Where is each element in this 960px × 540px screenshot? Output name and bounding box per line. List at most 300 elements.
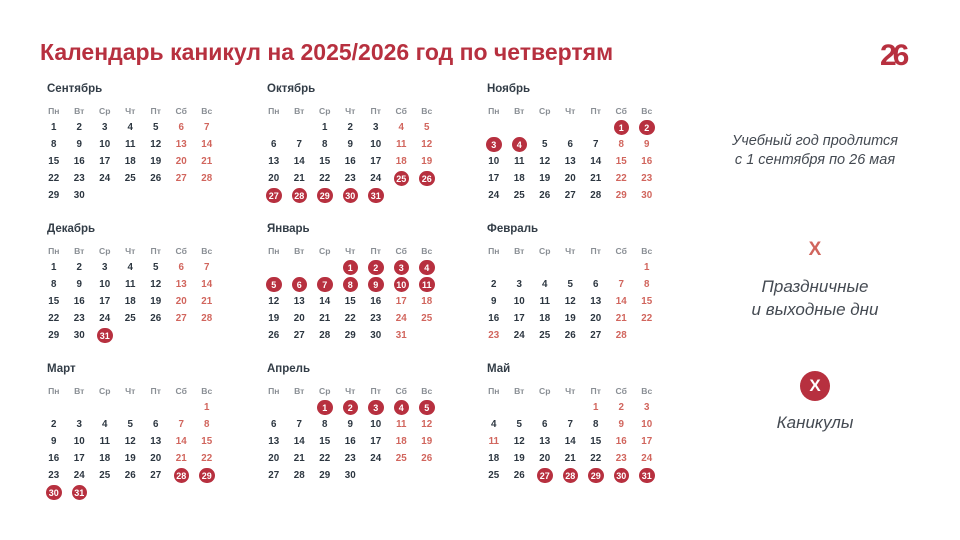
school-day: 16	[73, 156, 85, 167]
weekday-header: Сб	[175, 105, 187, 116]
weekday-header: Пт	[150, 105, 161, 116]
school-day: 22	[344, 313, 356, 324]
empty-cell	[558, 399, 584, 416]
month-grid	[41, 242, 247, 344]
vacation-day	[507, 136, 533, 153]
vacation-day	[194, 467, 220, 484]
holiday-day: 2	[618, 402, 624, 413]
holiday-day: 7	[204, 262, 210, 273]
empty-cell	[507, 119, 533, 136]
holiday-day: 21	[201, 156, 213, 167]
holiday-day: 9	[618, 419, 624, 430]
holiday-day: 30	[641, 190, 653, 201]
weekday-header: Сб	[395, 385, 407, 396]
school-day: 27	[564, 190, 576, 201]
school-day: 10	[73, 436, 85, 447]
school-day: 12	[564, 296, 576, 307]
holiday-day: 26	[421, 453, 433, 464]
empty-cell	[261, 399, 287, 416]
vacation-legend-label: Каникулы	[776, 413, 854, 432]
school-day: 15	[319, 156, 331, 167]
holiday-day: 6	[178, 262, 184, 273]
month-name: Ноябрь	[487, 83, 531, 95]
empty-cell	[558, 119, 584, 136]
school-day: 22	[590, 453, 602, 464]
school-day: 23	[370, 313, 382, 324]
holiday-day: 25	[421, 313, 433, 324]
vacation-day-marker: 28	[563, 468, 579, 484]
weekday-header: Вс	[421, 105, 433, 116]
holiday-day: 22	[641, 313, 653, 324]
holiday-day: 28	[615, 330, 627, 341]
vacation-day-marker: 4	[394, 400, 410, 416]
empty-cell	[261, 259, 287, 276]
vacation-day	[532, 467, 558, 484]
weekday-header: Пн	[268, 385, 280, 396]
school-day: 1	[51, 262, 57, 273]
holiday-day: 18	[395, 436, 407, 447]
holiday-day: 15	[201, 436, 213, 447]
vacation-day-marker: 1	[614, 120, 630, 136]
empty-cell	[169, 399, 195, 416]
month-name: Апрель	[267, 363, 311, 375]
school-day: 20	[150, 453, 162, 464]
school-day: 7	[296, 139, 302, 150]
school-day: 3	[373, 122, 379, 133]
school-day: 25	[539, 330, 551, 341]
holiday-day: 4	[398, 122, 404, 133]
vacation-day	[583, 467, 609, 484]
vacation-day-marker: 30	[614, 468, 630, 484]
weekday-header: Сб	[395, 105, 407, 116]
school-day: 21	[319, 313, 331, 324]
empty-cell	[532, 399, 558, 416]
school-day: 4	[491, 419, 497, 430]
school-day: 22	[319, 173, 331, 184]
school-day: 26	[564, 330, 576, 341]
weekday-header: Вс	[201, 245, 213, 256]
weekday-header: Сб	[615, 245, 627, 256]
school-day: 9	[347, 419, 353, 430]
school-day: 11	[125, 279, 136, 290]
school-day: 30	[73, 190, 85, 201]
vacation-day	[312, 276, 338, 293]
month	[267, 359, 467, 484]
vacation-day	[389, 170, 415, 187]
holiday-day: 20	[175, 296, 187, 307]
weekday-header: Сб	[175, 385, 187, 396]
school-day: 24	[73, 470, 85, 481]
school-day: 5	[516, 419, 522, 430]
school-day: 16	[344, 436, 356, 447]
school-day: 28	[319, 330, 331, 341]
weekday-header: Пн	[268, 105, 280, 116]
school-day: 13	[268, 436, 280, 447]
holiday-day: 25	[395, 453, 407, 464]
school-day: 15	[48, 296, 60, 307]
weekday-header: Вт	[294, 385, 305, 396]
school-day: 24	[513, 330, 525, 341]
weekday-header: Чт	[565, 105, 576, 116]
school-year-note	[700, 132, 930, 170]
empty-cell	[287, 259, 313, 276]
school-day: 19	[564, 313, 576, 324]
school-day: 5	[567, 279, 573, 290]
school-day: 19	[124, 453, 136, 464]
weekday-header: Вс	[201, 105, 213, 116]
vacation-day-marker: 31	[97, 328, 113, 344]
month-grid	[41, 102, 247, 204]
school-day: 6	[593, 279, 599, 290]
weekday-header: Чт	[125, 385, 136, 396]
holiday-day: 12	[421, 139, 433, 150]
weekday-header: Сб	[175, 245, 187, 256]
holiday-day: 23	[488, 330, 500, 341]
school-day: 9	[491, 296, 497, 307]
school-day: 17	[99, 296, 111, 307]
empty-cell	[287, 399, 313, 416]
vacation-day	[41, 484, 67, 501]
holiday-legend-line-2: и выходные дни	[751, 300, 879, 319]
school-day: 13	[293, 296, 305, 307]
month-name: Январь	[267, 223, 310, 235]
weekday-header: Ср	[319, 245, 331, 256]
weekday-header: Чт	[345, 105, 356, 116]
school-day: 3	[102, 262, 108, 273]
school-day: 13	[150, 436, 162, 447]
school-day: 3	[516, 279, 522, 290]
vacation-day-marker: 10	[394, 277, 410, 293]
empty-cell	[558, 259, 584, 276]
school-day: 20	[590, 313, 602, 324]
weekday-header: Пн	[48, 385, 60, 396]
vacation-day	[338, 276, 364, 293]
vacation-day-marker: 28	[292, 188, 308, 204]
school-day: 15	[48, 156, 60, 167]
school-day: 10	[370, 139, 382, 150]
holiday-day: 18	[421, 296, 433, 307]
weekday-header: Вт	[74, 105, 85, 116]
weekday-header: Вт	[514, 245, 525, 256]
vacation-day	[169, 467, 195, 484]
school-day: 26	[150, 313, 162, 324]
school-day: 22	[319, 453, 331, 464]
weekday-header: Вс	[421, 245, 433, 256]
vacation-day	[414, 170, 440, 187]
holiday-day: 10	[641, 419, 653, 430]
holiday-day: 15	[641, 296, 653, 307]
school-day: 30	[370, 330, 382, 341]
weekday-header: Вт	[514, 105, 525, 116]
note-line-2: с 1 сентября по 26 мая	[734, 152, 896, 168]
school-day: 6	[567, 139, 573, 150]
holiday-day: 1	[204, 402, 210, 413]
vacation-day-marker: 3	[486, 137, 502, 153]
month	[487, 79, 687, 204]
school-day: 3	[76, 419, 82, 430]
holiday-day: 14	[201, 139, 213, 150]
weekday-header: Вт	[294, 245, 305, 256]
school-day: 21	[293, 173, 305, 184]
school-day: 18	[488, 453, 500, 464]
weekday-header: Пн	[268, 245, 280, 256]
school-day: 6	[153, 419, 159, 430]
school-day: 19	[150, 296, 162, 307]
vacation-day	[363, 259, 389, 276]
holiday-day: 13	[175, 139, 187, 150]
vacation-day	[481, 136, 507, 153]
month	[47, 359, 247, 501]
month	[47, 219, 247, 344]
school-day: 19	[150, 156, 162, 167]
empty-cell	[143, 399, 169, 416]
weekday-header: Ср	[539, 245, 551, 256]
vacation-day	[363, 399, 389, 416]
school-day: 6	[271, 139, 277, 150]
month-grid	[481, 102, 687, 204]
school-day: 28	[590, 190, 602, 201]
month	[267, 219, 467, 344]
holiday-day: 12	[421, 419, 433, 430]
holiday-day: 6	[178, 122, 184, 133]
school-day: 2	[347, 122, 353, 133]
weekday-header: Пн	[48, 105, 60, 116]
holiday-day: 31	[395, 330, 407, 341]
school-day: 6	[271, 419, 277, 430]
empty-cell	[312, 259, 338, 276]
holiday-legend-line-1: Праздничные	[761, 277, 869, 296]
month	[267, 79, 467, 204]
vacation-day	[414, 276, 440, 293]
vacation-day	[389, 259, 415, 276]
vacation-day-marker: 4	[512, 137, 528, 153]
vacation-day	[67, 484, 93, 501]
school-day: 10	[99, 279, 111, 290]
holiday-day: 24	[395, 313, 407, 324]
empty-cell	[41, 399, 67, 416]
school-day: 25	[124, 173, 136, 184]
holiday-day: 7	[618, 279, 624, 290]
vacation-day-marker: 2	[343, 400, 359, 416]
school-day: 2	[76, 122, 82, 133]
school-day: 29	[48, 190, 60, 201]
vacation-day	[338, 259, 364, 276]
note-line-1: Учебный год продлится	[731, 133, 899, 149]
holiday-day: 28	[201, 313, 213, 324]
empty-cell	[261, 119, 287, 136]
school-day: 23	[73, 173, 85, 184]
school-day: 27	[590, 330, 602, 341]
school-day: 25	[488, 470, 500, 481]
school-day: 22	[48, 313, 60, 324]
school-day: 21	[293, 453, 305, 464]
school-day: 2	[51, 419, 57, 430]
school-day: 17	[370, 156, 382, 167]
school-day: 26	[268, 330, 280, 341]
weekday-header: Чт	[125, 245, 136, 256]
school-day: 16	[73, 296, 85, 307]
school-day: 17	[370, 436, 382, 447]
school-day: 7	[567, 419, 573, 430]
school-day: 17	[513, 313, 525, 324]
weekday-header: Вс	[641, 385, 653, 396]
empty-cell	[287, 119, 313, 136]
school-day: 18	[539, 313, 551, 324]
vacation-day-marker: 30	[343, 188, 359, 204]
weekday-header: Ср	[99, 245, 111, 256]
month-grid	[481, 382, 687, 484]
weekday-header: Пн	[488, 385, 500, 396]
school-day: 23	[48, 470, 60, 481]
vacation-day	[634, 119, 660, 136]
school-day: 20	[564, 173, 576, 184]
weekday-header: Вт	[514, 385, 525, 396]
month-grid	[41, 382, 247, 501]
page-title: Календарь каникул на 2025/2026 год по четвертям	[40, 39, 614, 65]
school-day: 29	[319, 470, 331, 481]
holiday-day: 8	[618, 139, 624, 150]
weekday-header: Вт	[294, 105, 305, 116]
holiday-day: 17	[395, 296, 407, 307]
school-day: 24	[99, 173, 111, 184]
vacation-day-marker: 5	[419, 400, 435, 416]
school-day: 8	[322, 139, 328, 150]
empty-cell	[609, 259, 635, 276]
school-day: 30	[344, 470, 356, 481]
holiday-day: 22	[201, 453, 213, 464]
school-day: 10	[488, 156, 500, 167]
month	[487, 359, 687, 484]
school-day: 23	[344, 173, 356, 184]
weekday-header: Пн	[48, 245, 60, 256]
school-day: 11	[539, 296, 550, 307]
school-day: 8	[593, 419, 599, 430]
school-day: 15	[344, 296, 356, 307]
holiday-day: 1	[593, 402, 599, 413]
school-day: 12	[539, 156, 551, 167]
weekday-header: Чт	[345, 385, 356, 396]
school-day: 14	[319, 296, 331, 307]
vacation-legend-symbol: X	[800, 371, 830, 401]
weekday-header: Пт	[590, 105, 601, 116]
vacation-day	[414, 259, 440, 276]
school-day: 26	[513, 470, 525, 481]
vacation-day-marker: 9	[368, 277, 384, 293]
weekday-header: Вт	[74, 245, 85, 256]
weekday-header: Ср	[99, 385, 111, 396]
school-day: 16	[344, 156, 356, 167]
school-day: 28	[293, 470, 305, 481]
holiday-day: 21	[175, 453, 187, 464]
holiday-day: 3	[644, 402, 650, 413]
weekday-header: Ср	[99, 105, 111, 116]
vacation-day-marker: 25	[394, 171, 410, 187]
weekday-header: Ср	[319, 385, 331, 396]
school-day: 11	[514, 156, 525, 167]
vacation-day	[287, 276, 313, 293]
school-day: 18	[513, 173, 525, 184]
empty-cell	[532, 259, 558, 276]
holiday-day: 28	[201, 173, 213, 184]
vacation-day	[287, 187, 313, 204]
month-grid	[481, 242, 687, 344]
holiday-day: 21	[201, 296, 213, 307]
weekday-header: Вс	[641, 105, 653, 116]
vacation-day-marker: 29	[588, 468, 604, 484]
vacation-day-marker: 31	[639, 468, 655, 484]
school-day: 4	[102, 419, 108, 430]
school-day: 10	[99, 139, 111, 150]
school-day: 8	[322, 419, 328, 430]
school-day: 10	[513, 296, 525, 307]
holiday-day: 11	[396, 419, 407, 430]
holiday-day: 8	[644, 279, 650, 290]
school-day: 14	[293, 436, 305, 447]
weekday-header: Пт	[590, 385, 601, 396]
school-day: 2	[491, 279, 497, 290]
month-grid	[261, 242, 467, 344]
holiday-day: 16	[615, 436, 627, 447]
school-day: 9	[347, 139, 353, 150]
vacation-day	[609, 119, 635, 136]
weekday-header: Пт	[370, 385, 381, 396]
vacation-day-marker: 31	[368, 188, 384, 204]
holiday-day: 17	[641, 436, 653, 447]
school-day: 27	[293, 330, 305, 341]
vacation-day	[634, 467, 660, 484]
school-day: 8	[51, 279, 57, 290]
school-day: 20	[539, 453, 551, 464]
empty-cell	[481, 399, 507, 416]
month-grid	[261, 102, 467, 204]
school-day: 3	[102, 122, 108, 133]
holiday-day: 21	[615, 313, 627, 324]
holiday-legend-symbol: X	[808, 239, 822, 260]
vacation-day	[363, 276, 389, 293]
holiday-day: 27	[175, 313, 187, 324]
school-day: 14	[293, 156, 305, 167]
school-day: 23	[344, 453, 356, 464]
vacation-day	[92, 327, 118, 344]
vacation-day-marker: 2	[368, 260, 384, 276]
holiday-day: 19	[421, 436, 433, 447]
holiday-day: 15	[615, 156, 627, 167]
vacation-day	[312, 187, 338, 204]
holiday-day: 27	[175, 173, 187, 184]
holiday-day: 23	[615, 453, 627, 464]
school-day: 18	[124, 156, 136, 167]
holiday-day: 23	[641, 173, 653, 184]
holiday-day: 14	[175, 436, 187, 447]
holiday-day: 19	[421, 156, 433, 167]
school-day: 2	[76, 262, 82, 273]
vacation-day	[558, 467, 584, 484]
school-day: 16	[370, 296, 382, 307]
vacation-day-marker: 5	[266, 277, 282, 293]
month-name: Март	[47, 363, 76, 375]
holiday-day: 20	[175, 156, 187, 167]
holiday-day: 1	[644, 262, 650, 273]
school-day: 13	[539, 436, 551, 447]
empty-cell	[583, 259, 609, 276]
school-day: 17	[99, 156, 111, 167]
school-day: 19	[539, 173, 551, 184]
weekday-header: Ср	[539, 105, 551, 116]
holiday-day: 29	[615, 190, 627, 201]
holiday-day: 14	[201, 279, 213, 290]
school-day: 24	[99, 313, 111, 324]
weekday-header: Пт	[590, 245, 601, 256]
